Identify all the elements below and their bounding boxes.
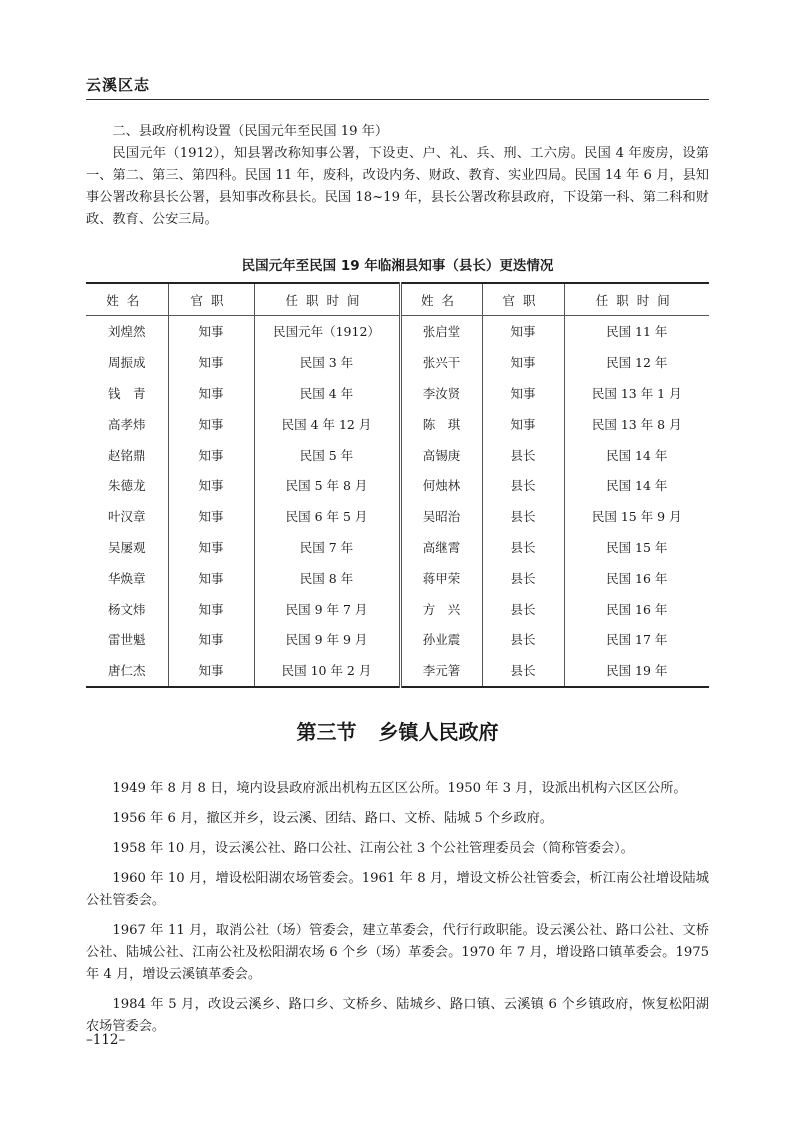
section-3-paragraph: 1984 年 5 月，改设云溪乡、路口乡、文桥乡、陆城乡、路口镇、云溪镇 6 个乡镇政府，恢复松阳湖农场管委会。: [86, 997, 709, 1034]
table-cell: 知事: [482, 408, 564, 439]
table-cell: 知事: [168, 316, 254, 347]
table-cell: 知事: [482, 316, 564, 347]
table-cell: 县长: [482, 532, 564, 563]
table-cell: 朱德龙: [107, 478, 146, 494]
table-cell: 民国 17 年: [564, 624, 709, 655]
table-cell: 唐仁杰: [86, 655, 168, 687]
table-cell: 孙业震: [400, 624, 482, 655]
section-3-paragraph: 1956 年 6 月，撤区并乡，设云溪、团结、路口、文桥、陆城 5 个乡政府。: [112, 811, 553, 826]
table-cell: 民国 13 年 1 月: [564, 378, 709, 409]
table-header-cell: 官职: [482, 283, 564, 316]
table-row: [86, 408, 709, 439]
table-cell: 民国 16 年: [564, 593, 709, 624]
table-cell: 民国 11 年: [564, 316, 709, 347]
table-row: [86, 593, 709, 624]
section-3-heading-number: 第三节: [296, 720, 357, 744]
table-cell: 民国 5 年 8 月: [254, 470, 400, 501]
section-2-subtitle: 二、县政府机构设置（民国元年至民国 19 年）: [112, 124, 389, 139]
table-cell: 县长: [482, 439, 564, 470]
table-cell: 民国 14 年: [564, 470, 709, 501]
section-3-paragraph: 1958 年 10 月，设云溪公社、路口公社、江南公社 3 个公社管理委员会（简称管委会）。: [112, 841, 634, 856]
table-cell: 陈 琪: [400, 408, 482, 439]
table-cell: 民国元年（1912）: [254, 316, 400, 347]
officials-table: [86, 282, 709, 688]
section-3-paragraph: 1960 年 10 月，增设松阳湖农场管委会。1961 年 8 月，增设文桥公社管委会，析江南公社增设陆城公社管委会。: [86, 871, 709, 908]
table-row: [86, 532, 709, 563]
page-number: –112–: [86, 1032, 126, 1048]
table-row: [86, 501, 709, 532]
table-cell: 县长: [482, 593, 564, 624]
table-cell: 民国 8 年: [254, 562, 400, 593]
table-cell: 知事: [482, 347, 564, 378]
table-cell: 杨文炜: [107, 601, 146, 617]
table-cell: 方 兴: [400, 593, 482, 624]
table-cell: 知事: [482, 378, 564, 409]
table-body: [86, 316, 709, 687]
table-header-cell: 任职时间: [564, 283, 709, 316]
table-cell: 民国 4 年: [254, 378, 400, 409]
section-2: [86, 121, 709, 231]
table-cell: 何烛林: [400, 470, 482, 501]
section-3-body: [86, 778, 709, 1038]
table-cell: 民国 12 年: [564, 347, 709, 378]
table-cell: 知事: [168, 439, 254, 470]
table-cell: 民国 16 年: [564, 562, 709, 593]
table-cell: 民国 15 年 9 月: [564, 501, 709, 532]
table-cell: 民国 19 年: [564, 655, 709, 687]
table-cell: 知事: [168, 378, 254, 409]
table-cell: 刘煌然: [107, 324, 146, 340]
table-cell: 知事: [168, 624, 254, 655]
table-cell: 县长: [482, 624, 564, 655]
table-cell: 民国 7 年: [254, 532, 400, 563]
table-header-cell: 任职时间: [254, 283, 400, 316]
table-row: [86, 378, 709, 409]
header-rule: [86, 99, 709, 100]
table-cell: 知事: [168, 470, 254, 501]
table-cell: 民国 9 年 9 月: [254, 624, 400, 655]
table-cell: 李汝贤: [400, 378, 482, 409]
table-row: [86, 347, 709, 378]
table-cell: 民国 6 年 5 月: [254, 501, 400, 532]
table-cell: 知事: [168, 501, 254, 532]
table-cell: 蒋甲荣: [400, 562, 482, 593]
table-cell: 知事: [168, 408, 254, 439]
table-cell: 李元箸: [400, 655, 482, 687]
table-cell: 知事: [168, 562, 254, 593]
table-cell: 民国 9 年 7 月: [254, 593, 400, 624]
table-cell: 县长: [482, 562, 564, 593]
section-3-heading-title: 乡镇人民政府: [378, 720, 499, 744]
table-cell: 张兴干: [400, 347, 482, 378]
table-header-cell: 姓名: [400, 283, 482, 316]
table-cell: 赵铭鼎: [107, 447, 146, 463]
table-cell: 周振成: [107, 355, 146, 371]
table-cell: 民国 13 年 8 月: [564, 408, 709, 439]
table-row: [86, 470, 709, 501]
table-cell: 高锡庚: [400, 439, 482, 470]
table-cell: 知事: [168, 347, 254, 378]
section-3-paragraph: 1967 年 11 月，取消公社（场）管委会，建立革委会，代行行政职能。设云溪公社、路口公社、文桥公社、陆城公社、江南公社及松阳湖农场 6 个乡（场）革委会。1970 年 7 月，增设路口镇革委会。1975 年 4 月，增设云溪镇革委会。: [86, 923, 709, 982]
table-cell: 民国 14 年: [564, 439, 709, 470]
table-row: [86, 316, 709, 347]
table-cell: 华焕章: [107, 570, 146, 586]
table-cell: 民国 5 年: [254, 439, 400, 470]
table-cell: 高继霄: [400, 532, 482, 563]
running-head-book-title: 云溪区志: [86, 76, 151, 94]
table-title: 民国元年至民国 19 年临湘县知事（县长）更迭情况: [241, 258, 554, 274]
table-header-cell: 官职: [168, 283, 254, 316]
section-3-heading: [86, 716, 709, 745]
table-cell: 钱 青: [107, 385, 146, 401]
table-cell: 民国 4 年 12 月: [254, 408, 400, 439]
table-cell: 知事: [168, 593, 254, 624]
table-row: [86, 624, 709, 655]
section-2-paragraph: 民国元年（1912），知县署改称知事公署，下设吏、户、礼、兵、刑、工六房。民国 4 年废房，设第一、第二、第三、第四科。民国 11 年，废科，改设内务、财政、教育、实业四局。民国 14 年 6 月，县知事公署改称县长公署，县知事改称县长。民国 18~19 年，县长公署改称县政府，下设第一科、第二科和财政、教育、公安三局。: [86, 146, 709, 227]
table-cell: 叶汉章: [107, 509, 146, 525]
table-row: [86, 439, 709, 470]
table-cell: 吴昭治: [400, 501, 482, 532]
table-cell: 知事: [168, 655, 254, 687]
table-cell: 县长: [482, 501, 564, 532]
table-row: [86, 562, 709, 593]
table-cell: 张启堂: [400, 316, 482, 347]
table-cell: 知事: [168, 532, 254, 563]
section-3-paragraph: 1949 年 8 月 8 日，境内设县政府派出机构五区区公所。1950 年 3 月，设派出机构六区区公所。: [112, 781, 687, 796]
table-cell: 民国 3 年: [254, 347, 400, 378]
table-cell: 雷世魁: [107, 632, 146, 648]
table-row: [86, 655, 709, 687]
table-cell: 民国 10 年 2 月: [254, 655, 400, 687]
table-cell: 县长: [482, 655, 564, 687]
table-cell: 高孝炜: [107, 416, 146, 432]
table-cell: 县长: [482, 470, 564, 501]
table-cell: 民国 15 年: [564, 532, 709, 563]
table-header-cell: 姓名: [86, 283, 168, 316]
table-header-row: [86, 283, 709, 316]
table-cell: 吴屡观: [107, 539, 146, 555]
